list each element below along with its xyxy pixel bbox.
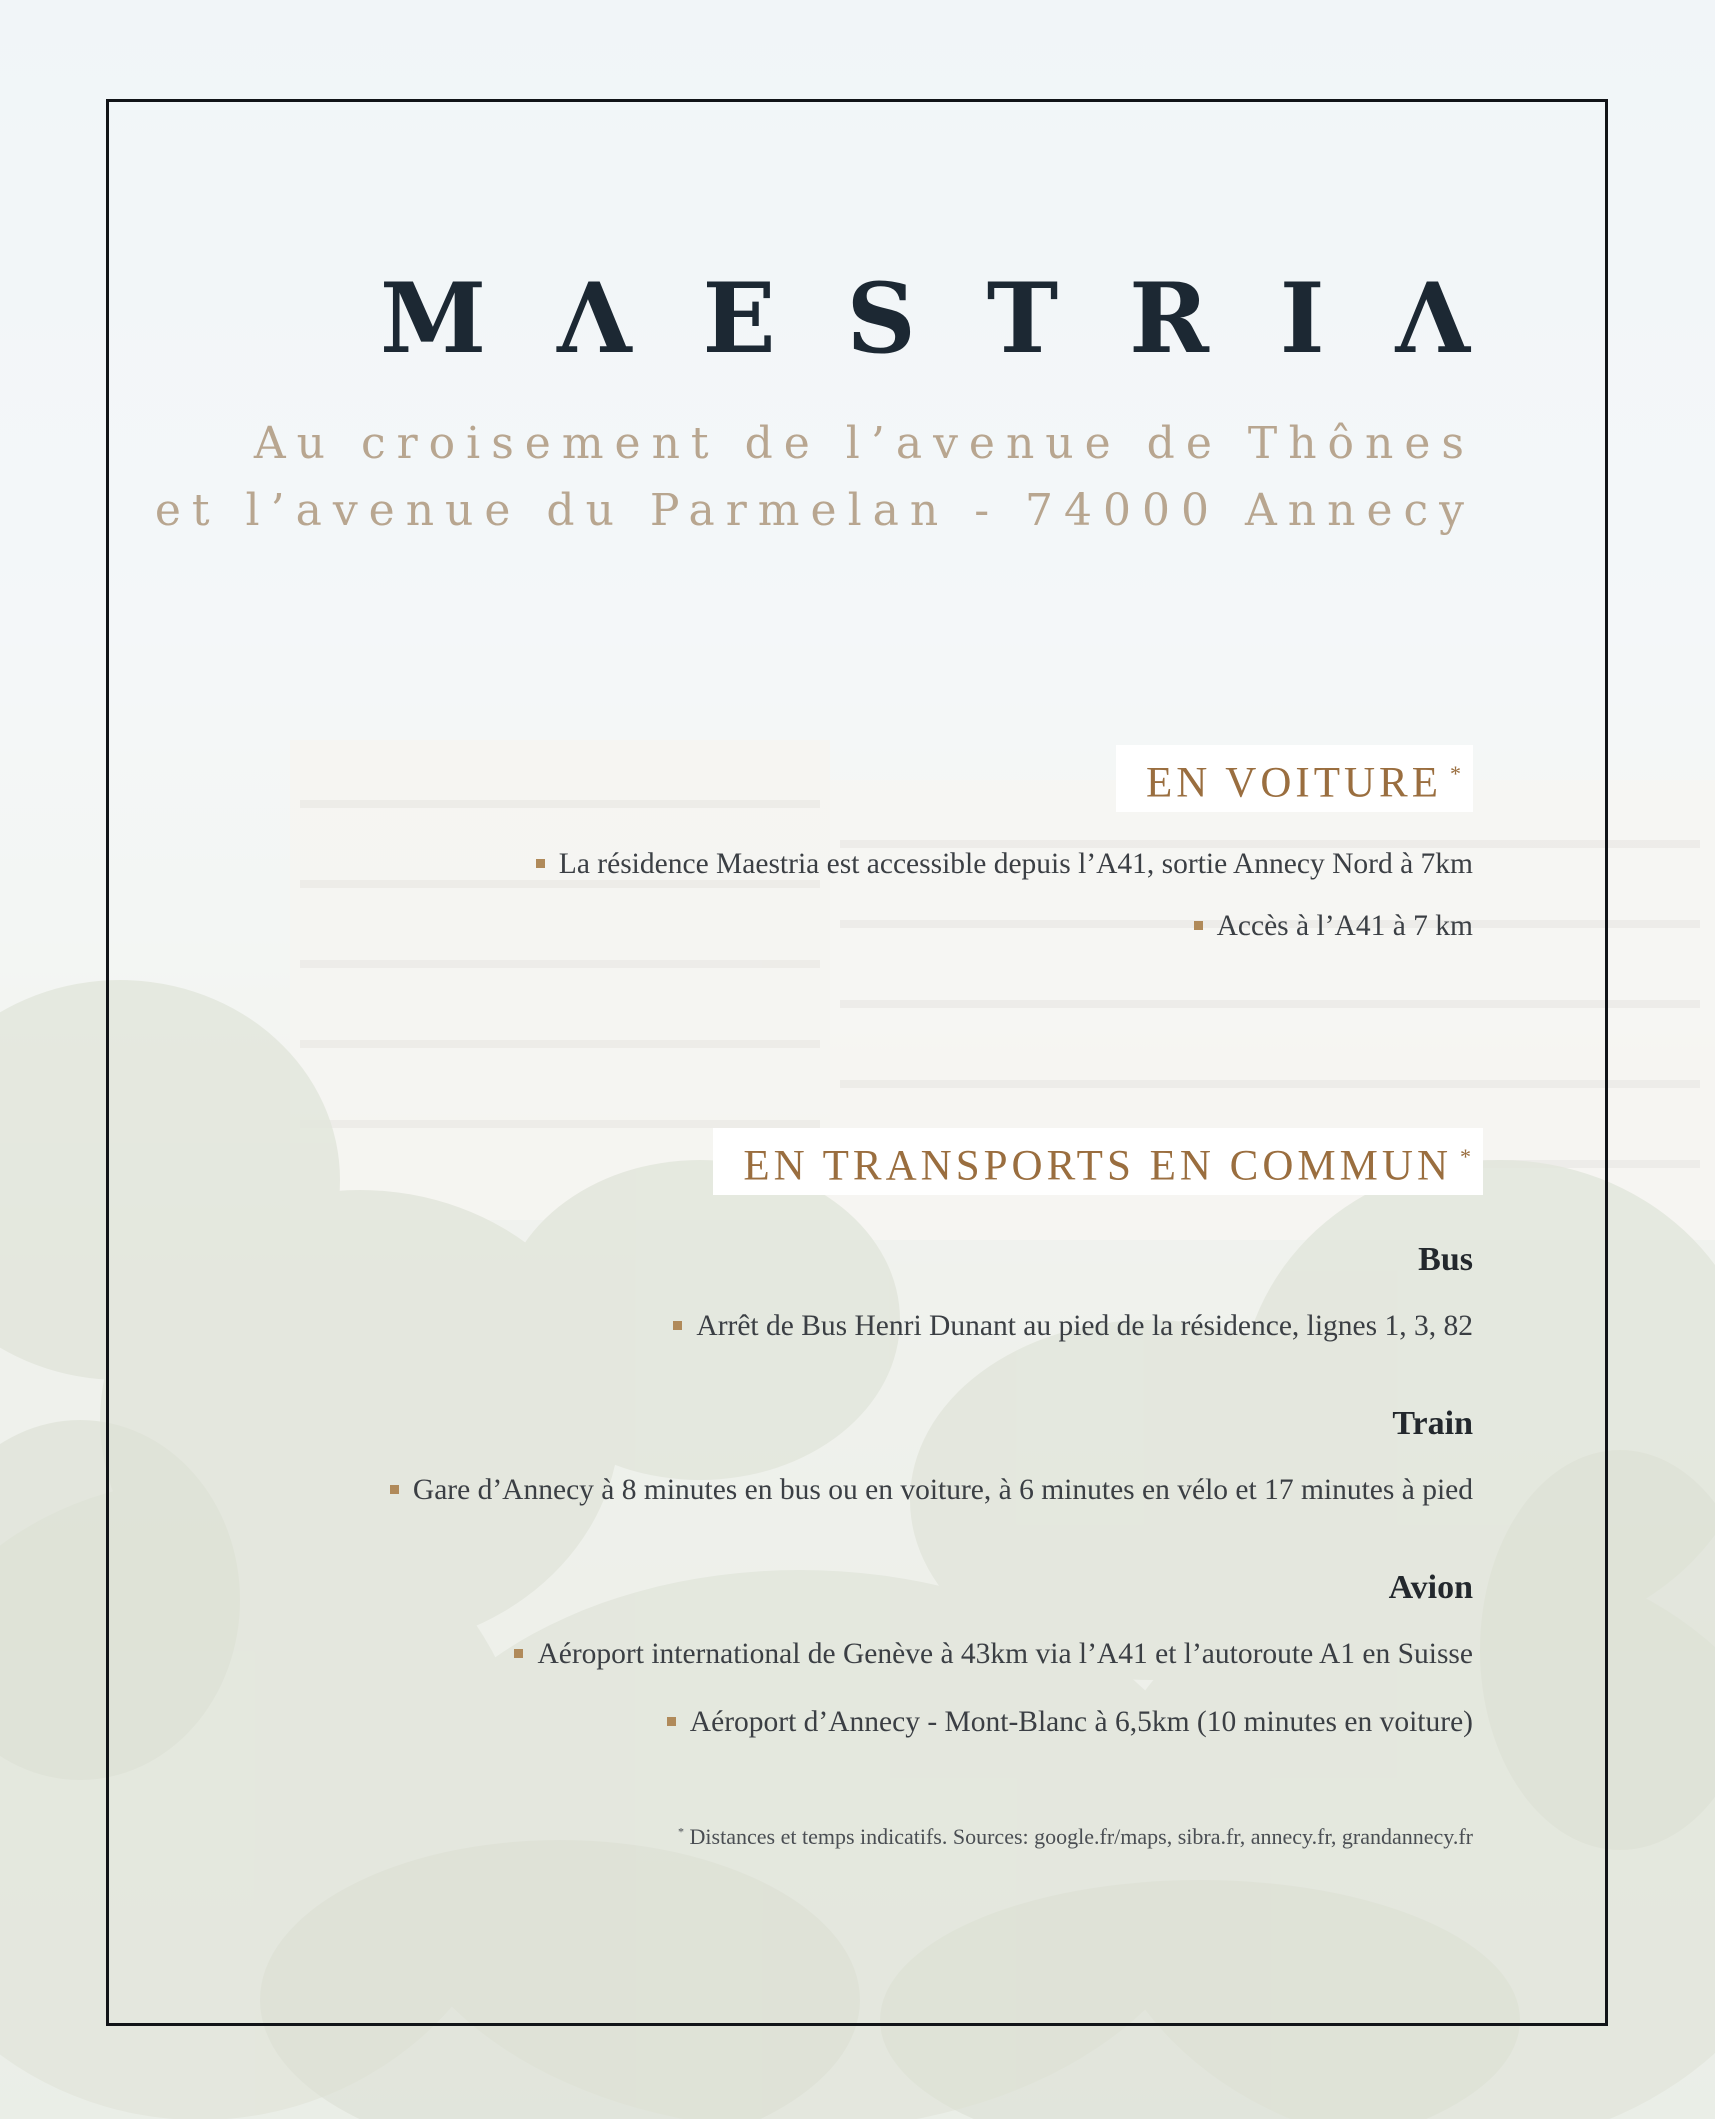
- footnote-text: Distances et temps indicatifs. Sources: google.fr/maps, sibra.fr, annecy.fr, grandannecy.fr: [689, 1824, 1473, 1849]
- logo-letter: I: [1279, 262, 1325, 375]
- logo-letter: E: [702, 262, 776, 375]
- address-line-2: et l’avenue du Parmelan - 74000 Annecy: [154, 485, 1475, 536]
- bullet-icon: [536, 859, 545, 868]
- bullet-icon: [673, 1321, 682, 1330]
- plane-item-text: Aéroport d’Annecy - Mont-Blanc à 6,5km (10 minutes en voiture): [689, 1706, 1473, 1738]
- footnote-marker: *: [678, 1824, 685, 1839]
- logo-letter: R: [1129, 262, 1209, 375]
- car-item-text: La résidence Maestria est accessible depuis l’A41, sortie Annecy Nord à 7km: [558, 848, 1473, 880]
- plane-item: [667, 1702, 1473, 1742]
- plane-title: Avion: [1388, 1569, 1473, 1606]
- car-section-heading: [1116, 745, 1473, 812]
- train-item-text: Gare d’Annecy à 8 minutes en bus ou en voiture, à 6 minutes en vélo et 17 minutes à pied: [412, 1474, 1473, 1506]
- train-title: Train: [1392, 1405, 1473, 1442]
- footnote: [678, 1824, 1473, 1850]
- bullet-icon: [514, 1649, 523, 1658]
- car-item: [536, 844, 1473, 884]
- train-item: [390, 1470, 1473, 1510]
- transit-heading-marker: *: [1460, 1144, 1471, 1169]
- plane-item: [514, 1634, 1473, 1674]
- bullet-icon: [1194, 921, 1203, 930]
- logo-letter: M: [380, 262, 487, 375]
- brand-logo: [380, 262, 1470, 375]
- bus-title: Bus: [1418, 1241, 1473, 1278]
- bullet-icon: [667, 1717, 676, 1726]
- transit-heading-text: EN TRANSPORTS EN COMMUN: [743, 1142, 1452, 1190]
- car-item: [1194, 906, 1473, 946]
- car-heading-marker: *: [1450, 761, 1461, 786]
- bus-item: [673, 1306, 1473, 1346]
- car-heading-text: EN VOITURE: [1146, 759, 1442, 807]
- transit-section-heading: [713, 1128, 1483, 1195]
- bus-item-text: Arrêt de Bus Henri Dunant au pied de la résidence, lignes 1, 3, 82: [696, 1310, 1473, 1342]
- plane-item-text: Aéroport international de Genève à 43km via l’A41 et l’autoroute A1 en Suisse: [537, 1638, 1473, 1670]
- address-block: [155, 410, 1475, 544]
- logo-letter: S: [846, 262, 916, 375]
- bullet-icon: [390, 1485, 399, 1494]
- address-line-1: Au croisement de l’avenue de Thônes: [253, 418, 1475, 469]
- car-item-text: Accès à l’A41 à 7 km: [1216, 910, 1473, 942]
- logo-letter: T: [986, 262, 1059, 375]
- logo-letter: Λ: [1395, 262, 1470, 375]
- logo-letter: Λ: [557, 262, 632, 375]
